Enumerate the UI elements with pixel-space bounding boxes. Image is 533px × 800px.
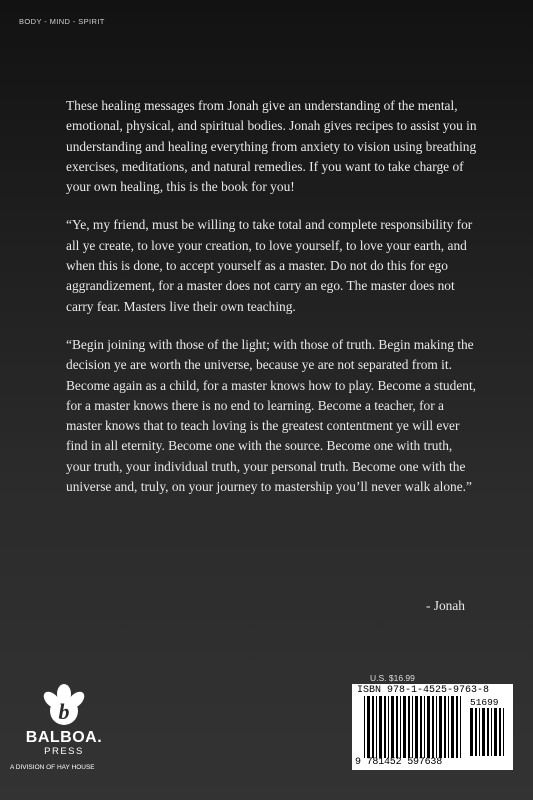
main-barcode-icon bbox=[364, 696, 464, 758]
isbn-label: ISBN 978-1-4525-9763-8 bbox=[357, 685, 490, 696]
barcode-addon-code: 51699 bbox=[470, 697, 499, 708]
barcode-digits: 9 781452 597638 bbox=[355, 757, 443, 768]
category-label: BODY - MIND - SPIRIT bbox=[19, 17, 105, 26]
lotus-logo-icon bbox=[41, 684, 87, 728]
publisher-division: A DIVISION OF HAY HOUSE bbox=[10, 764, 95, 771]
isbn-barcode bbox=[352, 684, 513, 770]
description-paragraph: These healing messages from Jonah give an understanding of the mental, emotional, physical, and spiritual bodies. Jonah gives recipes to assist you in understanding and healing everything from anxiety to vision using breathing exercises, meditations, and natural remedies. If you want to take charge of your own healing, this is the book for you! bbox=[66, 98, 477, 195]
back-cover-text bbox=[66, 96, 478, 497]
publisher-block bbox=[10, 684, 112, 771]
quote-signature: - Jonah bbox=[425, 598, 465, 613]
publisher-subname: PRESS bbox=[44, 746, 84, 757]
quote-paragraph-1: “Ye, my friend, must be willing to take total and complete responsibility for all ye create, to love your creation, to love yourself, to love your earth, and when this is done, to accept yourself as a master. Do not do this for ego aggrandizement, for a master does not carry an ego. The master does not carry fear. Masters live their own teaching. bbox=[66, 217, 473, 314]
publisher-name: BALBOA. bbox=[25, 729, 103, 746]
quote-paragraph-2: “Begin joining with those of the light; with those of truth. Begin making the decision ye are worth the universe, because ye are not separated from it. Become again as a child, for a master knows how to play. Become a student, for a master knows there is no end to learning. Become a teacher, for a master knows that to teach loving is the greatest contentment ye will ever find in all eternity. Become one with the source. Become one with truth, your truth, your individual truth, your personal truth. Become one with the universe and, truly, on your journey to mastership you’ll never walk alone.” bbox=[66, 336, 477, 495]
addon-barcode-icon bbox=[470, 708, 508, 756]
logo-letter: b bbox=[58, 699, 70, 724]
price-label: U.S. $16.99 bbox=[370, 673, 415, 683]
